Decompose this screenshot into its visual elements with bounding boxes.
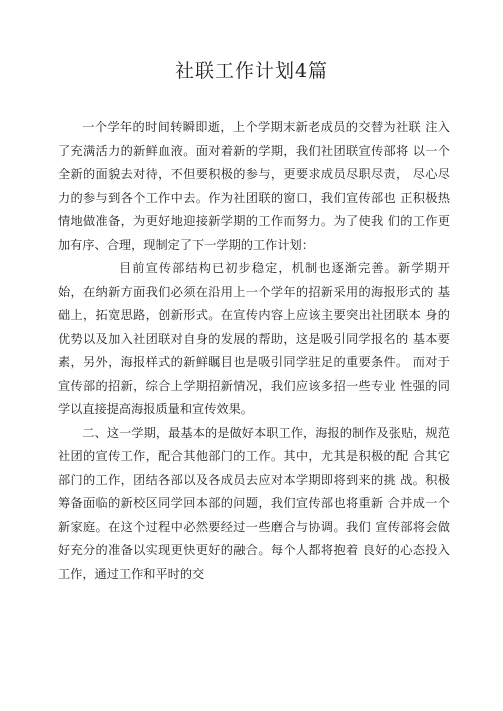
document-body bbox=[58, 116, 450, 586]
paragraph-section-two: 二、这一学期，最基本的是做好本职工作，海报的制作及张贴，规范社团的宣传工作，配合其他部门的工作。其中，尤其是积极的配 合其它部门的工作，团结各部以及各成员去应对本学期即将到来的挑 战。积极筹备面临的新校区同学回本部的问题，我们宣传部也将重新 合并成一个新家庭。在这个过程中必然要经过一些磨合与协调。我们 宣传部将会做好充分的准备以实现更快更好的融合。每个人都将抱着 良好的心态投入工作，通过工作和平时的交 bbox=[58, 425, 450, 581]
document-title: 社联工作计划4篇 bbox=[174, 60, 329, 82]
paragraph-recruitment: 目前宣传部结构已初步稳定，机制也逐渐完善。新学期开 始，在纳新方面我们必须在沿用上一个学年的招新采用的海报形式的 基础上，拓宽思路，创新形式。在宣传内容上应该主要突出社团联本 身的优势以及加入社团联对自身的发展的帮助，这是吸引同学报名的 基本要素，另外，海报样式的新鲜瞩目也是吸引同学驻足的重要条件。 而对于宣传部的招新，综合上学期招新情况，我们应该多招一些专业 性强的同学以直接提高海报质量和宣传效果。 bbox=[58, 261, 450, 416]
paragraph-intro: 一个学年的时间转瞬即逝，上个学期末新老成员的交替为社联 注入了充满活力的新鲜血液。面对着新的学期，我们社团联宣传部将 以一个全新的面貌去对待，不但要积极的参与，更要求成员尽职尽责， 尽心尽力的参与到各个工作中去。作为社团联的窗口，我们宣传部也 正积极热情地做准备，为更好地迎接新学期的工作而努力。为了使我 们的工作更加有序、合理，现制定了下一学期的工作计划： bbox=[58, 120, 450, 252]
